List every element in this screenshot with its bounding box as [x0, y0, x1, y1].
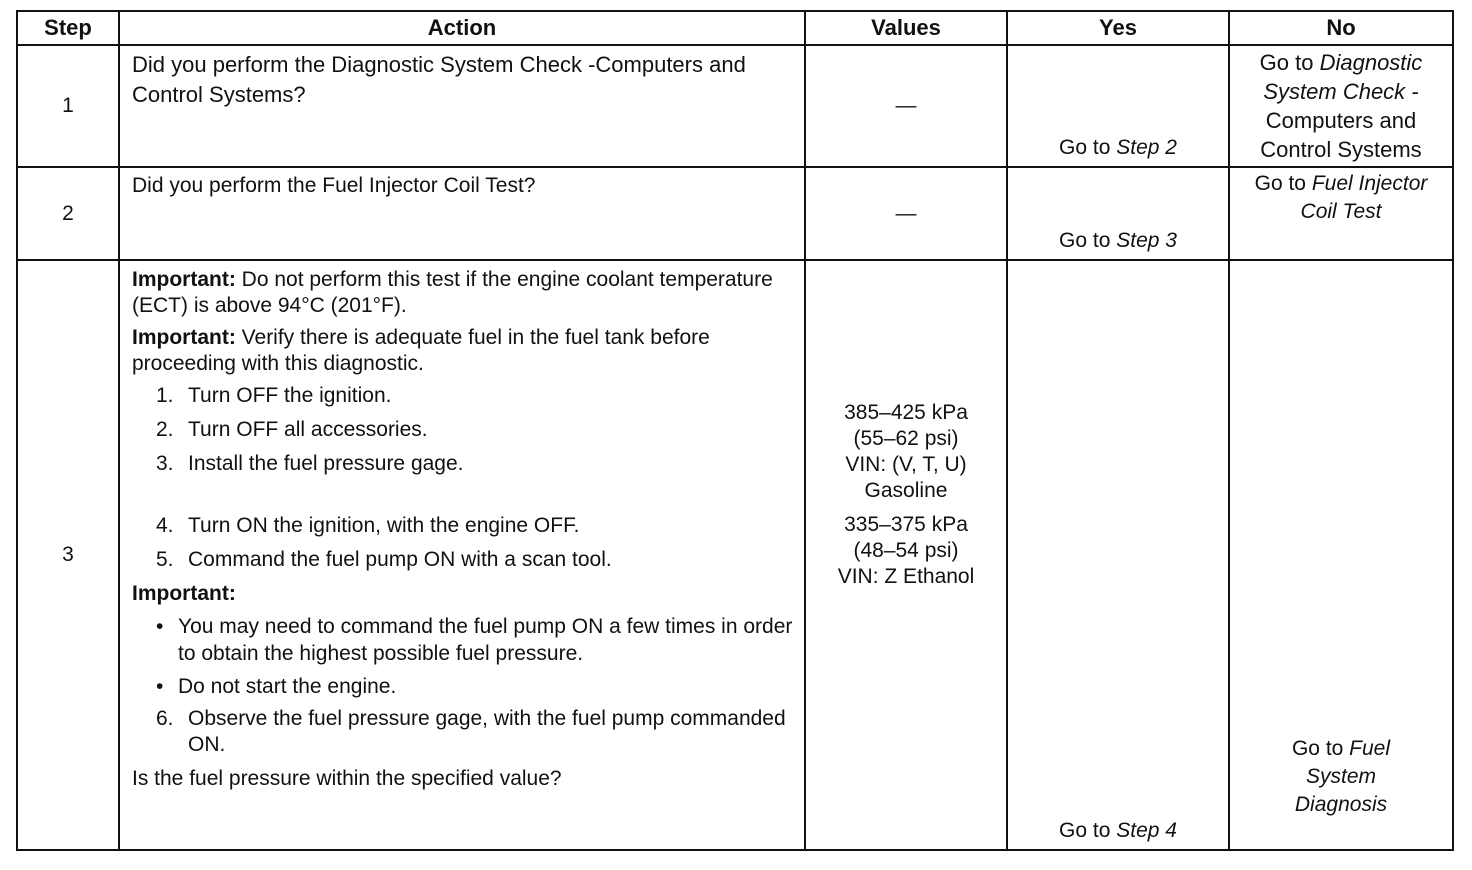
value-line: Gasoline — [864, 479, 948, 502]
no-prefix: Go to — [1291, 737, 1350, 760]
item-number: 3. — [156, 452, 174, 475]
no-link-fuel-system-diagnosis[interactable]: Fuel System Diagnosis — [1294, 737, 1391, 816]
header-action: Action — [119, 11, 805, 45]
important-label: Important: — [132, 582, 236, 605]
table-row-step-3 — [17, 260, 1453, 850]
no-link-fuel-injector-coil-test[interactable]: Fuel Injector Coil Test — [1300, 172, 1428, 223]
dash-value: — — [895, 94, 917, 117]
item-text: Turn OFF the ignition. — [188, 384, 392, 407]
step-number: 1 — [17, 45, 119, 167]
no-cell — [1229, 260, 1453, 850]
item-text: Turn ON the ignition, with the engine OFF. — [188, 514, 580, 537]
yes-prefix: Go to — [1059, 136, 1117, 159]
important-note-1 — [132, 267, 796, 319]
list-item — [156, 547, 796, 573]
value-line: (55–62 psi) — [853, 427, 959, 450]
yes-prefix: Go to — [1059, 819, 1117, 842]
diagnostic-table — [16, 10, 1454, 851]
yes-cell — [1007, 45, 1229, 167]
no-cell — [1229, 45, 1453, 167]
item-number: 5. — [156, 548, 174, 571]
values-cell — [805, 45, 1007, 167]
no-prefix: Go to — [1254, 172, 1312, 195]
important-text: Do not perform this test if the engine coolant temperature (ECT) is above 94°C (201°F). — [132, 268, 773, 317]
list-item — [156, 513, 796, 539]
values-cell — [805, 167, 1007, 260]
action-question: Did you perform the Diagnostic System Check -Computers and Control Systems? — [132, 52, 746, 107]
list-item — [156, 417, 796, 443]
item-number: 2. — [156, 418, 174, 441]
no-cell — [1229, 167, 1453, 260]
table-row-step-1 — [17, 45, 1453, 167]
no-link-diagnostic-system-check[interactable]: Diagnostic System Check - — [1263, 50, 1423, 104]
important-note-2 — [132, 325, 796, 377]
yes-cell — [1007, 167, 1229, 260]
header-row — [17, 11, 1453, 45]
list-item — [156, 451, 796, 477]
action-text — [119, 167, 805, 260]
no-prefix: Go to — [1259, 50, 1320, 75]
values-ethanol — [806, 512, 1006, 590]
value-line: 385–425 kPa — [844, 401, 968, 424]
header-step: Step — [17, 11, 119, 45]
yes-prefix: Go to — [1059, 229, 1117, 252]
bullet-item — [156, 613, 796, 667]
item-number: 6. — [156, 707, 174, 730]
important-label: Important: — [132, 326, 236, 349]
item-text: Observe the fuel pressure gage, with the fuel pump commanded ON. — [188, 707, 786, 756]
bullet-text: You may need to command the fuel pump ON a few times in order to obtain the highest possible fuel pressure. — [178, 615, 793, 665]
table-row-step-2 — [17, 167, 1453, 260]
important-label-standalone — [132, 581, 796, 607]
item-number: 4. — [156, 514, 174, 537]
bullet-icon: • — [156, 675, 164, 698]
value-line: VIN: Z Ethanol — [837, 565, 975, 588]
value-line: VIN: (V, T, U) — [845, 453, 967, 476]
step-number: 3 — [17, 260, 119, 850]
item-number: 1. — [156, 384, 174, 407]
action-question: Did you perform the Fuel Injector Coil Test? — [132, 174, 536, 197]
bullet-text: Do not start the engine. — [178, 675, 397, 698]
item-text: Install the fuel pressure gage. — [188, 452, 464, 475]
action-text — [119, 45, 805, 167]
important-text: Verify there is adequate fuel in the fuel tank before proceeding with this diagnostic. — [132, 326, 710, 375]
value-line: (48–54 psi) — [853, 539, 959, 562]
value-line: 335–375 kPa — [844, 513, 968, 536]
values-gasoline — [806, 400, 1006, 504]
yes-link-step-3[interactable]: Step 3 — [1116, 229, 1177, 252]
action-question: Is the fuel pressure within the specified value? — [132, 767, 562, 790]
yes-link-step-2[interactable]: Step 2 — [1116, 136, 1177, 159]
yes-link-step-4[interactable]: Step 4 — [1116, 819, 1177, 842]
item-text: Turn OFF all accessories. — [188, 418, 428, 441]
header-values: Values — [805, 11, 1007, 45]
dash-value: — — [895, 201, 917, 225]
no-suffix: Computers and Control Systems — [1260, 108, 1422, 162]
header-no: No — [1229, 11, 1453, 45]
bullet-item — [156, 673, 796, 700]
action-text — [119, 260, 805, 850]
yes-cell — [1007, 260, 1229, 850]
header-yes: Yes — [1007, 11, 1229, 45]
list-item — [156, 706, 796, 758]
values-cell — [805, 260, 1007, 850]
item-text: Command the fuel pump ON with a scan tool. — [188, 548, 612, 571]
list-item — [156, 383, 796, 409]
important-label: Important: — [132, 268, 236, 291]
step-number: 2 — [17, 167, 119, 260]
bullet-icon: • — [156, 615, 164, 638]
